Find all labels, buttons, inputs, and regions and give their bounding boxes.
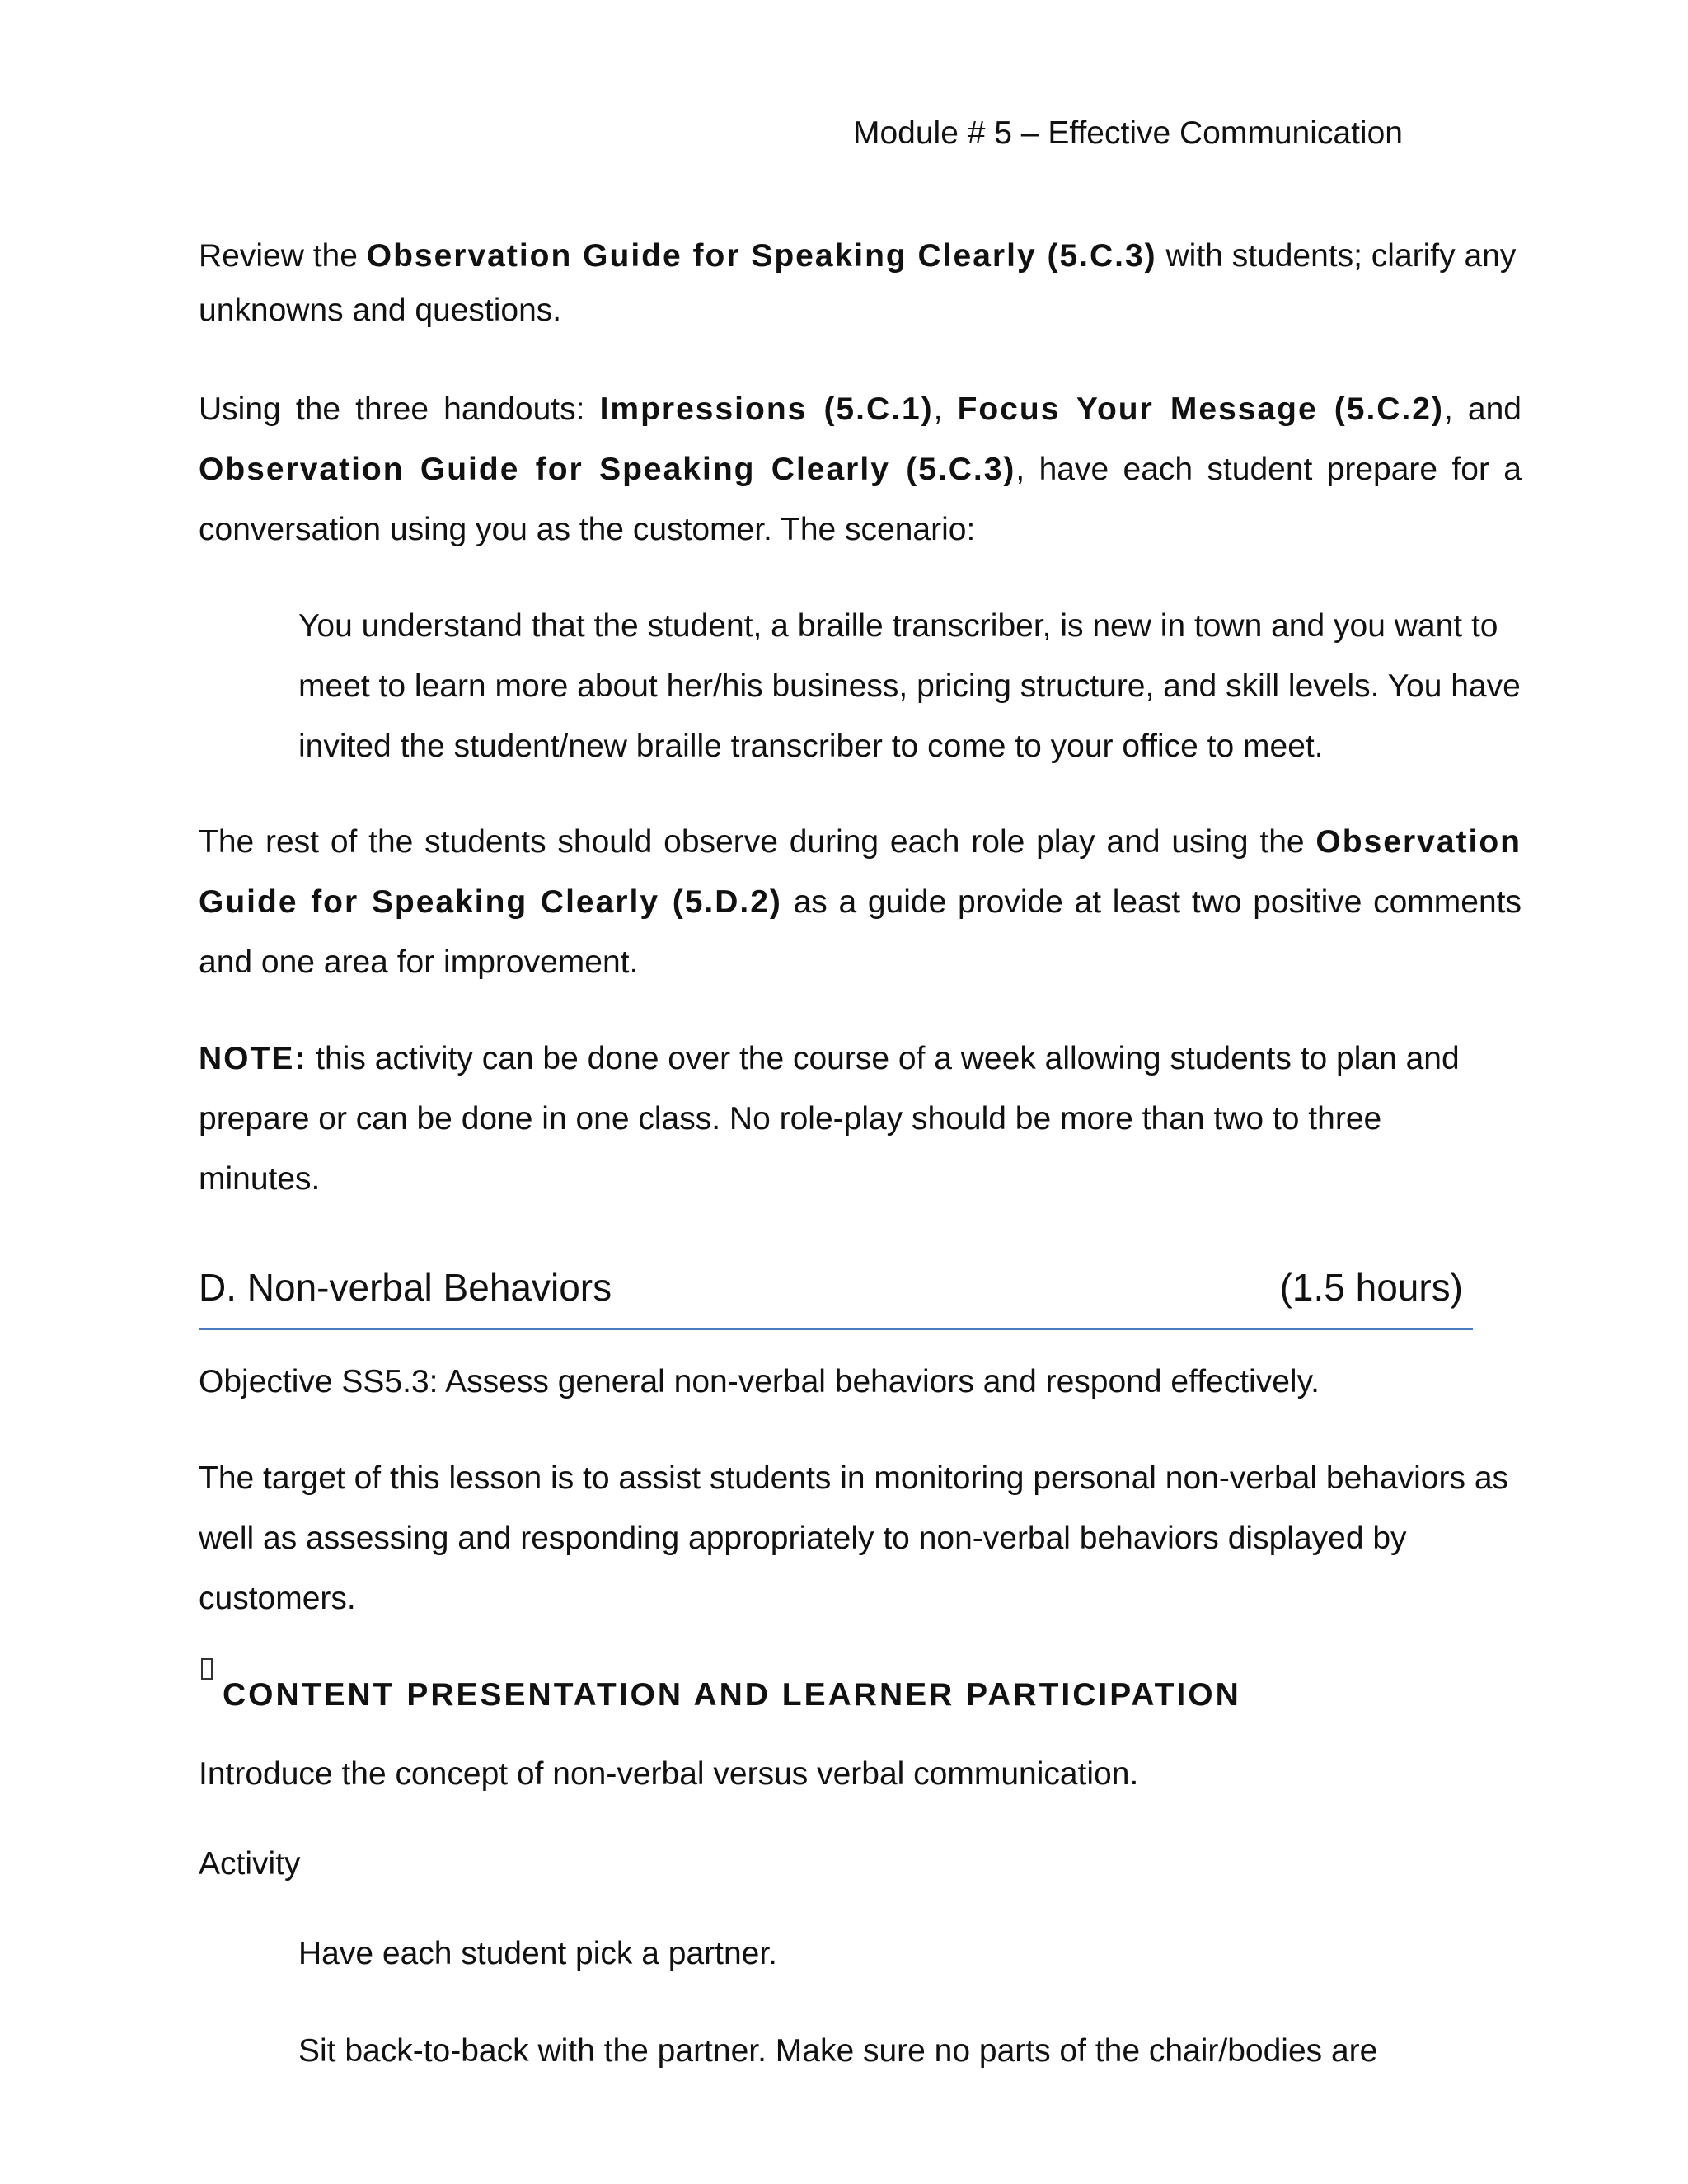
review-paragraph — [199, 229, 1522, 338]
objective-paragraph — [199, 1352, 1522, 1412]
scenario-paragraph — [298, 596, 1526, 776]
introduce-text: Introduce the concept of non-verbal versus verbal communication. — [199, 1756, 1139, 1792]
handouts-text-end: , have each student prepare for a conversation using you as the customer. The scenario: — [199, 452, 1522, 547]
activity-label-paragraph — [199, 1834, 1522, 1894]
scenario-text: You understand that the student, a braille transcriber, is new in town and you want to meet to learn more about her/his business, pricing structure, and skill levels. You have invited the student/new braille transcriber to come to your office to meet. — [298, 608, 1521, 764]
handouts-sep-2: , and — [1443, 391, 1522, 427]
note-label: NOTE: — [199, 1041, 307, 1076]
handout-impressions: Impressions (5.C.1) — [599, 391, 934, 427]
section-title: D. Non-verbal Behaviors — [199, 1266, 612, 1309]
review-text-end: with students; clarify any unknowns and questions. — [199, 238, 1517, 328]
handout-focus-message: Focus Your Message (5.C.2) — [957, 391, 1444, 427]
handout-observation-guide: Observation Guide for Speaking Clearly (5.C.3) — [199, 452, 1016, 487]
observe-text: The rest of the students should observe during each role play and using the — [199, 824, 1316, 860]
section-duration: (1.5 hours) — [1279, 1266, 1463, 1309]
observe-text-end: as a guide provide at least two positive comments and one area for improvement. — [199, 884, 1522, 980]
observe-handout-ref: Observation Guide for Speaking Clearly (5.D.2) — [199, 824, 1522, 920]
activity-label: Activity — [199, 1846, 301, 1882]
handouts-sep-1: , — [933, 391, 958, 427]
note-text: this activity can be done over the course of a week allowing students to plan and prepare or can be done in one class. No role-play should be more than two to three minutes. — [199, 1041, 1460, 1197]
review-text: Review the — [199, 238, 367, 274]
objective-text: Objective SS5.3: Assess general non-verbal behaviors and respond effectively. — [199, 1364, 1320, 1399]
target-paragraph — [199, 1448, 1522, 1629]
note-paragraph — [199, 1029, 1493, 1209]
target-text: The target of this lesson is to assist students in monitoring personal non-verbal behaviors as well as assessing and responding appropriately to non-verbal behaviors displayed by customers. — [199, 1460, 1509, 1616]
review-handout-ref: Observation Guide for Speaking Clearly (5.C.3) — [366, 238, 1157, 274]
missing-glyph-icon — [201, 1658, 213, 1680]
content-presentation-heading: CONTENT PRESENTATION AND LEARNER PARTICIPATION — [223, 1677, 1241, 1713]
handouts-text: Using the three handouts: — [199, 391, 600, 427]
page-header: Module # 5 – Effective Communication — [853, 115, 1403, 151]
handouts-paragraph — [199, 379, 1522, 560]
observe-paragraph — [199, 812, 1522, 992]
activity-step-1 — [298, 1924, 1526, 1984]
activity-step-1-text: Have each student pick a partner. — [298, 1936, 778, 1971]
activity-step-2 — [298, 2021, 1526, 2081]
section-heading-nonverbal — [199, 1265, 1473, 1330]
activity-step-2-text: Sit back-to-back with the partner. Make sure no parts of the chair/bodies are — [298, 2033, 1378, 2069]
introduce-paragraph — [199, 1744, 1522, 1804]
